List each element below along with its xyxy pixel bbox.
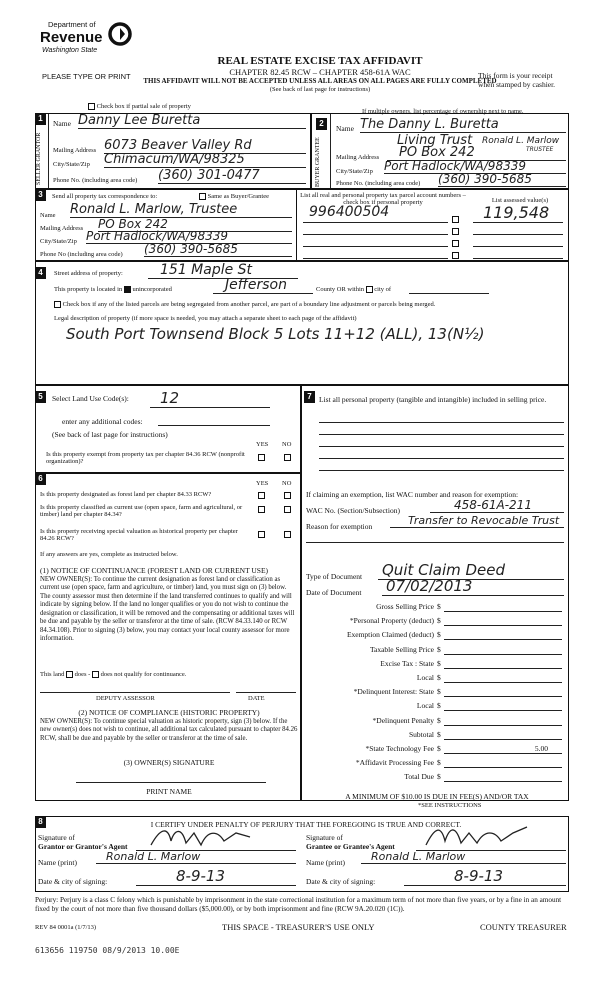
seller-city-label: City/State/Zip (53, 161, 90, 168)
corr-mail-field[interactable]: PO Box 242 (98, 217, 292, 232)
buyer-name2-field[interactable]: Living Trust (397, 133, 473, 148)
within-city-checkbox[interactable] (366, 286, 373, 293)
fee-currency: $ (437, 772, 441, 782)
logo-line2: Revenue (40, 29, 103, 46)
fee-label: Local (416, 701, 434, 711)
forest-question: Is this property designated as forest land per chapter 84.33 RCW? (40, 491, 212, 498)
grantor-name-field[interactable]: Ronald L. Marlow (96, 850, 296, 864)
same-as-buyer-label: Same as Buyer/Grantee (207, 193, 269, 200)
fee-value-field[interactable] (444, 673, 562, 683)
certify-text: I CERTIFY UNDER PENALTY OF PERJURY THAT THE FOREGOING IS TRUE AND CORRECT. (150, 820, 462, 829)
fee-currency: $ (437, 701, 441, 711)
partial-sale-checkbox-row[interactable] (88, 103, 191, 110)
section-number: 8 (35, 816, 46, 828)
correspondence-section (35, 189, 297, 261)
minimum-note (304, 792, 570, 801)
county-field[interactable]: Jefferson (213, 277, 313, 294)
section-number: 7 (304, 391, 315, 403)
property-section (35, 261, 569, 385)
buyer-city-field[interactable]: Port Hadlock/WA/98339 (384, 159, 566, 174)
section-number: 2 (316, 118, 327, 130)
fee-row (302, 716, 570, 728)
buyer-phone-field[interactable]: (360) 390-5685 (438, 172, 566, 187)
fee-row (302, 673, 570, 685)
fee-row (302, 730, 570, 742)
fee-label: Gross Selling Price (376, 602, 434, 611)
fee-currency: $ (437, 715, 441, 725)
county-or-text: County OR within (316, 286, 365, 293)
fee-label: Total Due (404, 772, 434, 782)
fee-label: *State Technology Fee (365, 744, 434, 753)
fee-value-field[interactable] (444, 602, 562, 612)
current-use-no-checkbox[interactable] (284, 506, 291, 513)
grantee-label: Grantee or Grantee's Agent (306, 842, 395, 851)
grantee-sig-label: Signature of (306, 833, 343, 842)
fee-row (302, 659, 570, 671)
land-use-see-back: (See back of last page for instructions) (52, 430, 168, 439)
fee-label: Exemption Claimed (deduct) (346, 630, 434, 640)
section-number: 4 (35, 267, 46, 279)
see-instructions: *SEE INSTRUCTIONS (418, 802, 482, 809)
perjury-note: Perjury: Perjury is a class C felony which is punishable by imprisonment in the state correctional institution for a maximum term of not more than five years, or by a fine in an amount fixed by the court of not more than five thousand dollars ($5,000.00), or by both imprisonment and fine (RCW 9A.20.020 (1C)). (35, 896, 562, 913)
notice1-body: NEW OWNER(S): To continue the current designation as forest land or classification as current use (open space, farm and agriculture, or timber) land, you must sign on (3) below. The county assessor must then determine if the land transferred continues to qualify and will indicate by signing below. If the land no longer qualifies or you do not wish to continue the designation or classification, it will be removed and the compensating or additional taxes will be due and payable by the seller or transferor at the time of sale. (RCW 84.33.140 or RCW 84.34.108). Prior to signing (3) below, you may contact your local county assessor for more information. (40, 576, 295, 643)
fee-currency: $ (437, 744, 441, 753)
city-of-label: city of (374, 286, 392, 293)
forest-yes-checkbox[interactable] (258, 492, 265, 499)
unincorporated-label: unincorporated (132, 286, 172, 293)
receipt-2: when stamped by cashier. (478, 80, 556, 89)
fee-label: *Personal Property (deduct) (349, 616, 434, 626)
parcel-number-1[interactable]: 996400504 (309, 204, 390, 220)
form-title: REAL ESTATE EXCISE TAX AFFIDAVIT (217, 55, 423, 67)
fee-label: *Delinquent Interest: State (353, 687, 434, 697)
seller-name-field[interactable]: Danny Lee Buretta (78, 113, 306, 129)
this-land-label: This land (40, 671, 65, 678)
seller-name-label: Name (53, 119, 71, 128)
see-back: (See back of last page for instructions) (269, 86, 371, 93)
fee-value-field[interactable] (444, 730, 562, 740)
buyer-name-field[interactable]: The Danny L. Buretta (360, 117, 566, 133)
county-treasurer: COUNTY TREASURER (480, 922, 567, 932)
current-use-question: Is this property classified as current use (open space, farm and agricultural, or timber) land per chapter 84.34? (40, 504, 243, 519)
form-chapter: CHAPTER 82.45 RCW – CHAPTER 458-61A WAC (229, 67, 411, 77)
seller-mail-label: Mailing Address (53, 147, 97, 154)
fee-label: *Delinquent Penalty (372, 715, 434, 725)
same-as-buyer-row[interactable] (199, 193, 269, 200)
corr-city-field[interactable]: Port Hadlock/WA/98339 (86, 229, 292, 244)
buyer-phone-label: Phone No. (including area code) (336, 180, 421, 187)
unincorporated-checkbox[interactable] (124, 286, 131, 293)
seller-phone-label: Phone No. (including area code) (53, 177, 138, 184)
exemption-label: If claiming an exemption, list WAC number and reason for exemption: (306, 490, 519, 499)
county-or-label (316, 286, 391, 293)
deputy-assessor-label: DEPUTY ASSESSOR (96, 695, 155, 702)
same-as-buyer-checkbox[interactable] (199, 193, 206, 200)
grantee-signature-icon[interactable] (421, 821, 531, 851)
fee-value-field[interactable] (444, 758, 562, 768)
personal-property-checkbox-2[interactable] (452, 228, 459, 235)
buyer-name-label: Name (336, 124, 354, 133)
land-use-section (35, 385, 301, 473)
personal-property-label: List all personal property (tangible and intangible) included in selling price. (319, 395, 547, 404)
fee-row (302, 602, 570, 614)
segregated-label: Check box if any of the listed parcels are being segregated from another parcel, are part of a boundary line adjustment or parcels being merged. (62, 301, 436, 308)
notice2-body: NEW OWNER(S): To continue special valuation as historic property, sign (3) below. If the new owner(s) does not wish to continue, all additional tax calculated pursuant to chapter 84.26 RCW, shall be due and payable by the seller or transferor at the time of sale. (40, 718, 298, 742)
wac-field[interactable]: 458-61A-211 (430, 498, 564, 513)
fee-row (302, 701, 570, 713)
assessed-header: List assessed value(s) (491, 197, 549, 204)
partial-sale-label: Check box if partial sale of property (96, 103, 191, 110)
exempt-no-checkbox[interactable] (284, 454, 291, 461)
street-label: Street address of property: (54, 270, 123, 277)
legal-label: Legal description of property (if more space is needed, you may attach a separate sheet to each page of the affidavit) (54, 315, 357, 322)
minimum-text: A MINIMUM OF $10.00 IS DUE IN FEE(S) AND/OR TAX (345, 792, 529, 801)
buyer-mail-field[interactable]: PO Box 242 (387, 145, 566, 161)
grantor-label: Grantor or Grantor's Agent (38, 842, 128, 851)
fee-value-field[interactable] (444, 687, 562, 697)
reason-field[interactable]: Transfer to Revocable Trust (390, 514, 564, 528)
no-header-6: NO (282, 480, 292, 487)
seller-section (35, 113, 311, 189)
fee-currency: $ (437, 602, 441, 611)
fee-row (302, 687, 570, 699)
fee-value-field[interactable]: 5.00 (444, 744, 562, 754)
historic-no-checkbox[interactable] (284, 531, 291, 538)
receipt-1: This form is your receipt (478, 71, 553, 80)
receipt-stamp: 613656 119750 08/9/2013 10.00E (35, 946, 180, 955)
located-row (54, 286, 172, 293)
fee-value-field[interactable] (444, 659, 562, 669)
section-number: 5 (35, 391, 46, 403)
street-field[interactable]: 151 Maple St (148, 262, 298, 279)
does-not-label: does not (100, 671, 123, 678)
special-valuation-section (35, 473, 301, 801)
seller-side-label: SELLER GRANTOR (36, 132, 42, 186)
fee-row (302, 630, 570, 642)
fee-label: *Affidavit Processing Fee (355, 758, 434, 768)
grantee-date-label: Date & city of signing: (306, 877, 376, 886)
buyer-trustee-note: TRUSTEE (526, 146, 554, 153)
fee-label: Subtotal (408, 729, 434, 739)
multiple-owners-note: If multiple owners, list percentage of ownership next to name. (362, 108, 524, 115)
doc-date-field[interactable]: 07/02/2013 (382, 577, 564, 596)
qualify-label: qualify for continuance. (124, 671, 187, 678)
corr-phone-field[interactable]: (360) 390-5685 (144, 242, 292, 257)
parcels-section (297, 189, 569, 261)
fee-value-field[interactable] (444, 616, 562, 626)
please-print: PLEASE TYPE OR PRINT (42, 72, 131, 81)
fee-currency: $ (437, 658, 441, 668)
does-label: does - (74, 671, 91, 678)
treasurer-use: THIS SPACE - TREASURER'S USE ONLY (222, 922, 375, 932)
if-yes-note: If any answers are yes, complete as instructed below. (40, 551, 178, 558)
grantor-name-label: Name (print) (38, 858, 77, 867)
segregated-row (54, 301, 564, 308)
notice2-title: (2) NOTICE OF COMPLIANCE (HISTORIC PROPERTY) (78, 708, 260, 717)
grantee-name-field[interactable]: Ronald L. Marlow (361, 850, 566, 864)
personal-property-checkbox-4[interactable] (452, 252, 459, 259)
fee-row (302, 616, 570, 628)
fee-currency: $ (437, 673, 441, 682)
deputy-date-label: DATE (248, 695, 265, 702)
seller-city-field[interactable]: Chimacum/WA/98325 (104, 152, 306, 168)
buyer-section (311, 113, 569, 189)
forest-no-checkbox[interactable] (284, 492, 291, 499)
corr-name-label: Name (40, 212, 56, 219)
dor-logo (40, 20, 140, 66)
doc-date-label: Date of Document (306, 588, 362, 597)
personal-property-section (301, 385, 569, 801)
grantor-date-field[interactable]: 8-9-13 (136, 867, 296, 886)
seller-phone-field[interactable]: (360) 301-0477 (158, 168, 306, 184)
historic-question: Is this property receiving special valuation as historical property per chapter 84.26 RCW? (40, 528, 238, 543)
fee-value-field[interactable] (444, 630, 562, 640)
parcels-header: List all real and personal property tax parcel account numbers – check box if personal property (300, 192, 466, 207)
fee-currency: $ (437, 630, 441, 640)
section-number: 1 (35, 113, 46, 125)
does-checkbox[interactable] (66, 671, 73, 678)
fee-label: Excise Tax : State (380, 658, 434, 668)
this-land-row (40, 671, 186, 678)
fee-currency: $ (437, 758, 441, 768)
fee-currency: $ (437, 616, 441, 626)
grantee-name-label: Name (print) (306, 858, 345, 867)
fee-value-field[interactable] (444, 701, 562, 711)
fee-value-field[interactable] (444, 645, 562, 655)
yes-header: YES (256, 441, 269, 448)
grantor-signature-icon[interactable] (146, 823, 256, 851)
logo-line3: Washington State (42, 47, 98, 54)
logo-line1: Department of (48, 20, 96, 29)
dor-swirl-icon (108, 22, 132, 46)
section-number: 3 (35, 189, 46, 201)
rev-number: REV 84 0001a (1/7/13) (35, 924, 97, 931)
grantor-date-label: Date & city of signing: (38, 877, 108, 886)
doc-type-label: Type of Document (306, 572, 363, 581)
personal-property-checkbox-3[interactable] (452, 240, 459, 247)
wac-label: WAC No. (Section/Subsection) (306, 506, 400, 515)
exempt-yes-checkbox[interactable] (258, 454, 265, 461)
land-use-code-field[interactable]: 12 (150, 389, 270, 408)
corr-mail-label: Mailing Address (40, 225, 84, 232)
additional-codes-label: enter any additional codes: (62, 417, 143, 426)
grantee-date-field[interactable]: 8-9-13 (404, 867, 566, 886)
print-name-label: PRINT NAME (146, 787, 192, 796)
fee-row (302, 772, 570, 784)
partial-sale-checkbox[interactable] (88, 103, 95, 110)
buyer-mail-label: Mailing Address (336, 154, 380, 161)
fee-value-field[interactable] (444, 772, 562, 782)
current-use-yes-checkbox[interactable] (258, 506, 265, 513)
buyer-city-label: City/State/Zip (336, 168, 373, 175)
no-header: NO (282, 441, 292, 448)
personal-property-checkbox-1[interactable] (452, 216, 459, 223)
owner-signature-label: (3) OWNER(S) SIGNATURE (123, 758, 215, 767)
fee-currency: $ (437, 729, 441, 739)
located-label: This property is located in (54, 286, 123, 293)
land-use-label: Select Land Use Code(s): (52, 394, 129, 403)
fee-currency: $ (437, 687, 441, 697)
send-to-label: Send all property tax correspondence to: (52, 193, 158, 200)
notice1-title: (1) NOTICE OF CONTINUANCE (FOREST LAND OR CURRENT USE) (40, 566, 269, 575)
doc-type-field[interactable]: Quit Claim Deed (378, 561, 564, 580)
signature-section (35, 816, 569, 892)
fee-value-field[interactable] (444, 716, 562, 726)
fee-currency: $ (437, 644, 441, 654)
corr-city-label: City/State/Zip (40, 238, 77, 245)
legal-description[interactable]: South Port Townsend Block 5 Lots 11+12 (ALL), 13(N½) (66, 325, 485, 343)
reason-label: Reason for exemption (306, 522, 373, 531)
fee-row (302, 645, 570, 657)
fee-label: Local (416, 673, 434, 682)
fee-label: Taxable Selling Price (369, 644, 434, 654)
form-warning: THIS AFFIDAVIT WILL NOT BE ACCEPTED UNLESS ALL AREAS ON ALL PAGES ARE FULLY COMPLETED (143, 77, 497, 85)
corr-phone-label: Phone No (including area code) (40, 251, 123, 258)
seller-mail-field[interactable]: 6073 Beaver Valley Rd (104, 138, 306, 154)
buyer-side-label: BUYER GRANTEE (315, 137, 321, 187)
segregated-checkbox[interactable] (54, 301, 61, 308)
buyer-trustee-signature: Ronald L. Marlow (482, 136, 560, 146)
corr-name-field[interactable]: Ronald L. Marlow, Trustee (70, 202, 292, 218)
historic-yes-checkbox[interactable] (258, 531, 265, 538)
does-not-checkbox[interactable] (92, 671, 99, 678)
exempt-question: Is this property exempt from property tax per chapter 84.36 RCW (nonprofit organization)? (46, 451, 245, 466)
assessed-value-1[interactable]: 119,548 (483, 203, 550, 222)
yes-header-6: YES (256, 480, 269, 487)
fee-row (302, 744, 570, 756)
fee-row (302, 758, 570, 770)
grantor-sig-label: Signature of (38, 833, 75, 842)
section-number: 6 (35, 473, 46, 485)
